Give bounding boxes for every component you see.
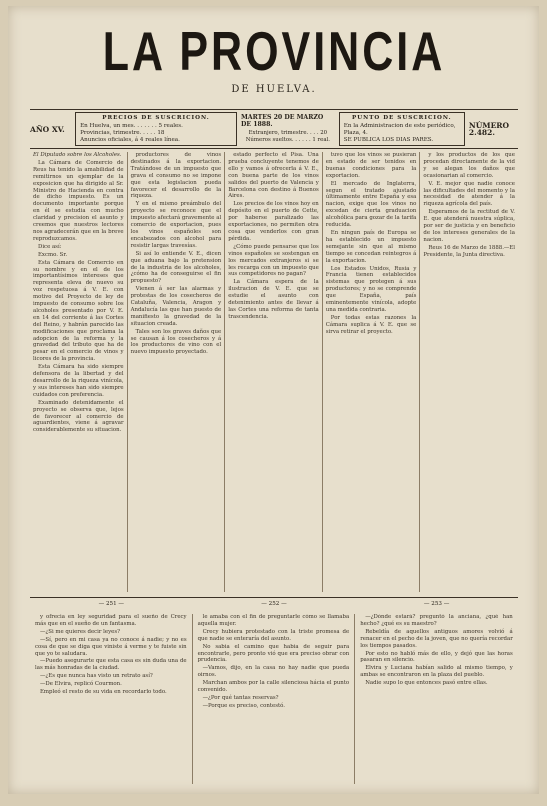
feuilleton-paragraph: Rebeldía de aquellos antiguos amores volvió á renacer en el pecho de la joven, que no quería recordar los tiempos pasados.: [360, 628, 513, 649]
issue-date-block: [241, 110, 335, 148]
article-paragraph: Por todas estas razones la Cámara suplica á V. E. que se sirva retirar el proyecto.: [325, 314, 417, 335]
subscription-point-header: PUNTO DE SUSCRICION.: [352, 115, 452, 121]
article-paragraph: Y en el mismo preámbulo del proyecto se reconoce que el impuesto afectará gravemente al comercio de exportacion, pues los vinos españoles son encabezados con alcohol para resistir largas travesías.: [130, 201, 222, 249]
feuilleton-column: [30, 614, 193, 784]
article-paragraph: Los precios de los vinos hoy en depósito en el puerto de Cette, por haberse paralizado las exportaciones, no permiten otra cosa que venderlos con gran pérdida.: [228, 201, 319, 242]
feuilleton-column: [355, 614, 518, 784]
article-paragraph: tuvo que los vinos se pusieran en estado de ser tenidos en buenas condiciones para la exportacion.: [325, 152, 417, 179]
article-paragraph: y los productos de los que procedan directamente de la vid y se alegan los daños que ocasionarian al comercio.: [423, 152, 515, 179]
article-column: [323, 152, 421, 592]
info-bar: [30, 109, 518, 149]
article-paragraph: Esta Cámara ha sido siempre defensora de la libertad y del desarrollo de la riqueza vinícola, y sus intereses han sido siempre cuidados con preferencia.: [33, 364, 124, 398]
article-columns: [30, 152, 518, 592]
subscription-point-lines: [344, 123, 460, 144]
feuilleton-paragraph: Crecy hubiera protestado con la triste promesa de que nadie se enteraría del asunto.: [197, 628, 350, 642]
subscription-extra-lines: [246, 130, 330, 144]
feuilleton-paragraph: —¿Dónde estará? preguntó la anciana, ¿qué han hecho? ¿qué es su maestro?: [360, 614, 513, 627]
feuilleton-paragraph: —¿Es que nunca has visto un retrato así?: [40, 673, 153, 680]
article-column: [225, 152, 323, 592]
feuilleton-columns: [30, 614, 518, 784]
year-label: AÑO XV.: [30, 124, 65, 134]
article-paragraph: La Cámara espera de la ilustracion de V. E. que se estudie el asunto con detenimiento antes de llevar á las Cortes una reforma de tanta trascendencia.: [228, 279, 319, 320]
article-paragraph: En ningun país de Europa se ha establecido un impuesto semejante sin que al mismo tiempo se concedan reintegros á la exportacion.: [325, 229, 417, 264]
article-paragraph: ¿Cómo puede pensarse que los vinos españoles se sostengan en los mercados extranjeros si se les recarga con un impuesto que sus competidores no pagan?: [228, 243, 319, 278]
subscription-prices-box: [75, 112, 237, 146]
feuilleton-divider: [30, 597, 518, 598]
article-paragraph: Vienen á ser las alarmas y protestas de los cosecheros de Cataluña, Valencia, Aragon y Andalucía las que han puesto de manifiesto la gravedad de la situacion creada.: [130, 286, 222, 327]
page-number: — 253 —: [423, 601, 450, 607]
feuilleton-paragraph: Elvira y Luciana habían salido al mismo tiempo, y ambas se encontraron en la plaza del pueblo.: [360, 665, 513, 679]
article-column: [420, 152, 518, 592]
article-paragraph: Reus 16 de Marzo de 1888.—El Presidente, la Junta directiva.: [423, 244, 515, 258]
article-column: [128, 152, 226, 592]
subscription-price-line: En Huelva, un mes. . . . . . . 5 reales.: [80, 123, 183, 129]
feuilleton-paragraph: Nadie supo lo que entonces pasó entre ellas.: [365, 680, 488, 687]
issue-date: MARTES 20 DE MARZO DE 1888.: [240, 114, 324, 128]
newspaper-page: [8, 6, 539, 794]
article-paragraph: Los Estados Unidos, Rusia y Francia tienen establecidos sistemas que protegen á sus productores; y no se comprende que España, país eminentemente vinícola, adopte una medida contraria.: [325, 265, 417, 313]
feuilleton-paragraph: —¿Por qué tantas reservas?: [202, 694, 279, 701]
feuilleton-paragraph: —Vamos, dijo, en la casa no hay nadie que pueda oirnos.: [197, 665, 350, 679]
feuilleton-paragraph: —De Elvira, replicó Courmon.: [40, 681, 122, 688]
article-paragraph: Dice así:: [38, 243, 62, 250]
subscription-point-line: SE PUBLICA LOS DIAS PARES.: [343, 137, 434, 143]
subscription-prices-lines: [80, 123, 232, 144]
feuilleton-paragraph: le amaba con el fin de preguntarle cómo se llamaba aquella mujer.: [197, 614, 350, 627]
subscription-point-box: [339, 112, 465, 146]
newspaper-subtitle: DE HUELVA.: [231, 84, 317, 95]
article-heading: El Diputado sobre los Alcoholes.: [33, 152, 122, 158]
page-number: — 251 —: [98, 601, 125, 607]
article-paragraph: El mercado de Inglaterra, segun el tratado ajustado últimamente entre España y esa nacion, exige que los vinos no excedan de cierta graduacion alcohólica para gozar de la tarifa reducida.: [325, 180, 417, 229]
feuilleton-paragraph: Marchan ambos por la calle silenciosa hácia el punto convenido.: [197, 680, 350, 694]
issue-number: NÚMERO 2.482.: [468, 121, 510, 137]
feuilleton-paragraph: —Puedo asegurarte que esta casa es sin duda una de las más honradas de la ciudad.: [35, 658, 187, 672]
newspaper-title: LA PROVINCIA: [102, 21, 446, 83]
feuilleton-paragraph: —¿Si me quieres decir leyes?: [40, 628, 120, 635]
subscription-extra-line: Números sueltos. . . . . . 1 real.: [245, 137, 330, 143]
article-paragraph: Excmo. Sr.: [38, 251, 68, 258]
feuilleton-page-numbers: [30, 601, 518, 609]
article-paragraph: Tales son los graves daños que se causan á los cosecheros y á los productores de vino con el nuevo impuesto proyectado.: [130, 328, 222, 356]
article-paragraph: La Cámara de Comercio de Reus ha tenido la amabilidad de remitirnos un ejemplar de la exposicion que ha dirigido al Sr. Ministro de Hacienda en contra de dicho impuesto. Es un documento importante porque en él se estudia con mucho claridad y precision el asunto y creemos que nuestros lectores nos agradecerán que en la breve reproduzcamos.: [33, 159, 124, 242]
masthead: [30, 16, 518, 108]
article-paragraph: Esta Cámara de Comercio en su nombre y en el de los importantísimos intereses que representa eleva de nuevo su voz respetuosa á V. E. con motivo del Proyecto de ley de impuesto de consumo sobre los alcoholes presentado por V. E. en 14 del corriente á las Cortes del Reino, y habrán parecido las modificaciones que proclama la adopcion de la reforma y la gravedad del tributo que ha de pesar en el comercio de vinos y licores de la provincia.: [33, 259, 124, 363]
subscription-prices-header: PRECIOS DE SUSCRICION.: [102, 115, 210, 121]
article-paragraph: V. E. mejor que nadie conoce las dificultades del momento y la necesidad de atender á la riqueza agrícola del país.: [423, 180, 515, 208]
feuilleton-paragraph: Por esto no habló más de ello, y dejó que las horas pasaran en silencio.: [360, 650, 513, 664]
article-paragraph: Si así lo entiende V. E., dicen que aduana bajo la pretension de la industria de los alcoholes, ¿cómo ha de conseguirse el fin propuesto?: [130, 250, 222, 285]
article-paragraph: Esperamos de la rectitud de V. E. que atenderá nuestra súplica, por ser de justicia y en beneficio de los intereses generales de la nacion.: [423, 209, 515, 243]
feuilleton-paragraph: Empleó el resto de su vida en recordarlo todo.: [40, 689, 167, 696]
subscription-point-line: Plaza, 4.: [343, 130, 368, 136]
article-paragraph: estado perfecto el Pisa. Una prueba concluyente tenemos de ello y vamos á ofrecerla á V. E., con buena parte de los vinos salidos del puerto de Valencia y Barcelona con destino á Buenos Aires.: [228, 152, 319, 200]
feuilleton-paragraph: y ofrecia en ley seguridad para el sueño de Crecy más que en el sueño de un fantasma.: [35, 614, 187, 627]
feuilleton-paragraph: —Sí, pero en mi casa ya no conoce á nadie; y no es cosa de que se diga que viniste á verme y te fuiste sin que yo te saludara.: [35, 636, 187, 657]
article-column: [30, 152, 128, 592]
subscription-price-line: Provincias, trimestre. . . . . 18: [80, 130, 165, 136]
subscription-price-line: Anuncios oficiales, á 4 reales línea.: [80, 137, 180, 143]
feuilleton-paragraph: No sabia el camino que habia de seguir para encontrarle, pero pronto vió que era preciso obrar con prudencia.: [197, 643, 350, 664]
feuilleton-paragraph: —Porque es preciso, contestó.: [202, 702, 286, 709]
article-paragraph: productores de vinos destinados á la exportacion. Tratándose de un impuesto que grava el consumo no se impone que esta legislacion pueda favorecer el desarrollo de la riqueza.: [130, 152, 222, 200]
feuilleton-column: [193, 614, 356, 784]
page-number: — 252 —: [261, 601, 287, 607]
subscription-extra-line: Extranjero, trimestre. . . . 20: [248, 130, 328, 136]
article-paragraph: Examinado detenidamente el proyecto se observa que, lejos de favorecer al comercio de aguardientes, viene á agravar considerablemente su situacion.: [33, 399, 124, 434]
subscription-point-line: En la Administracion de este periódico,: [343, 123, 456, 129]
